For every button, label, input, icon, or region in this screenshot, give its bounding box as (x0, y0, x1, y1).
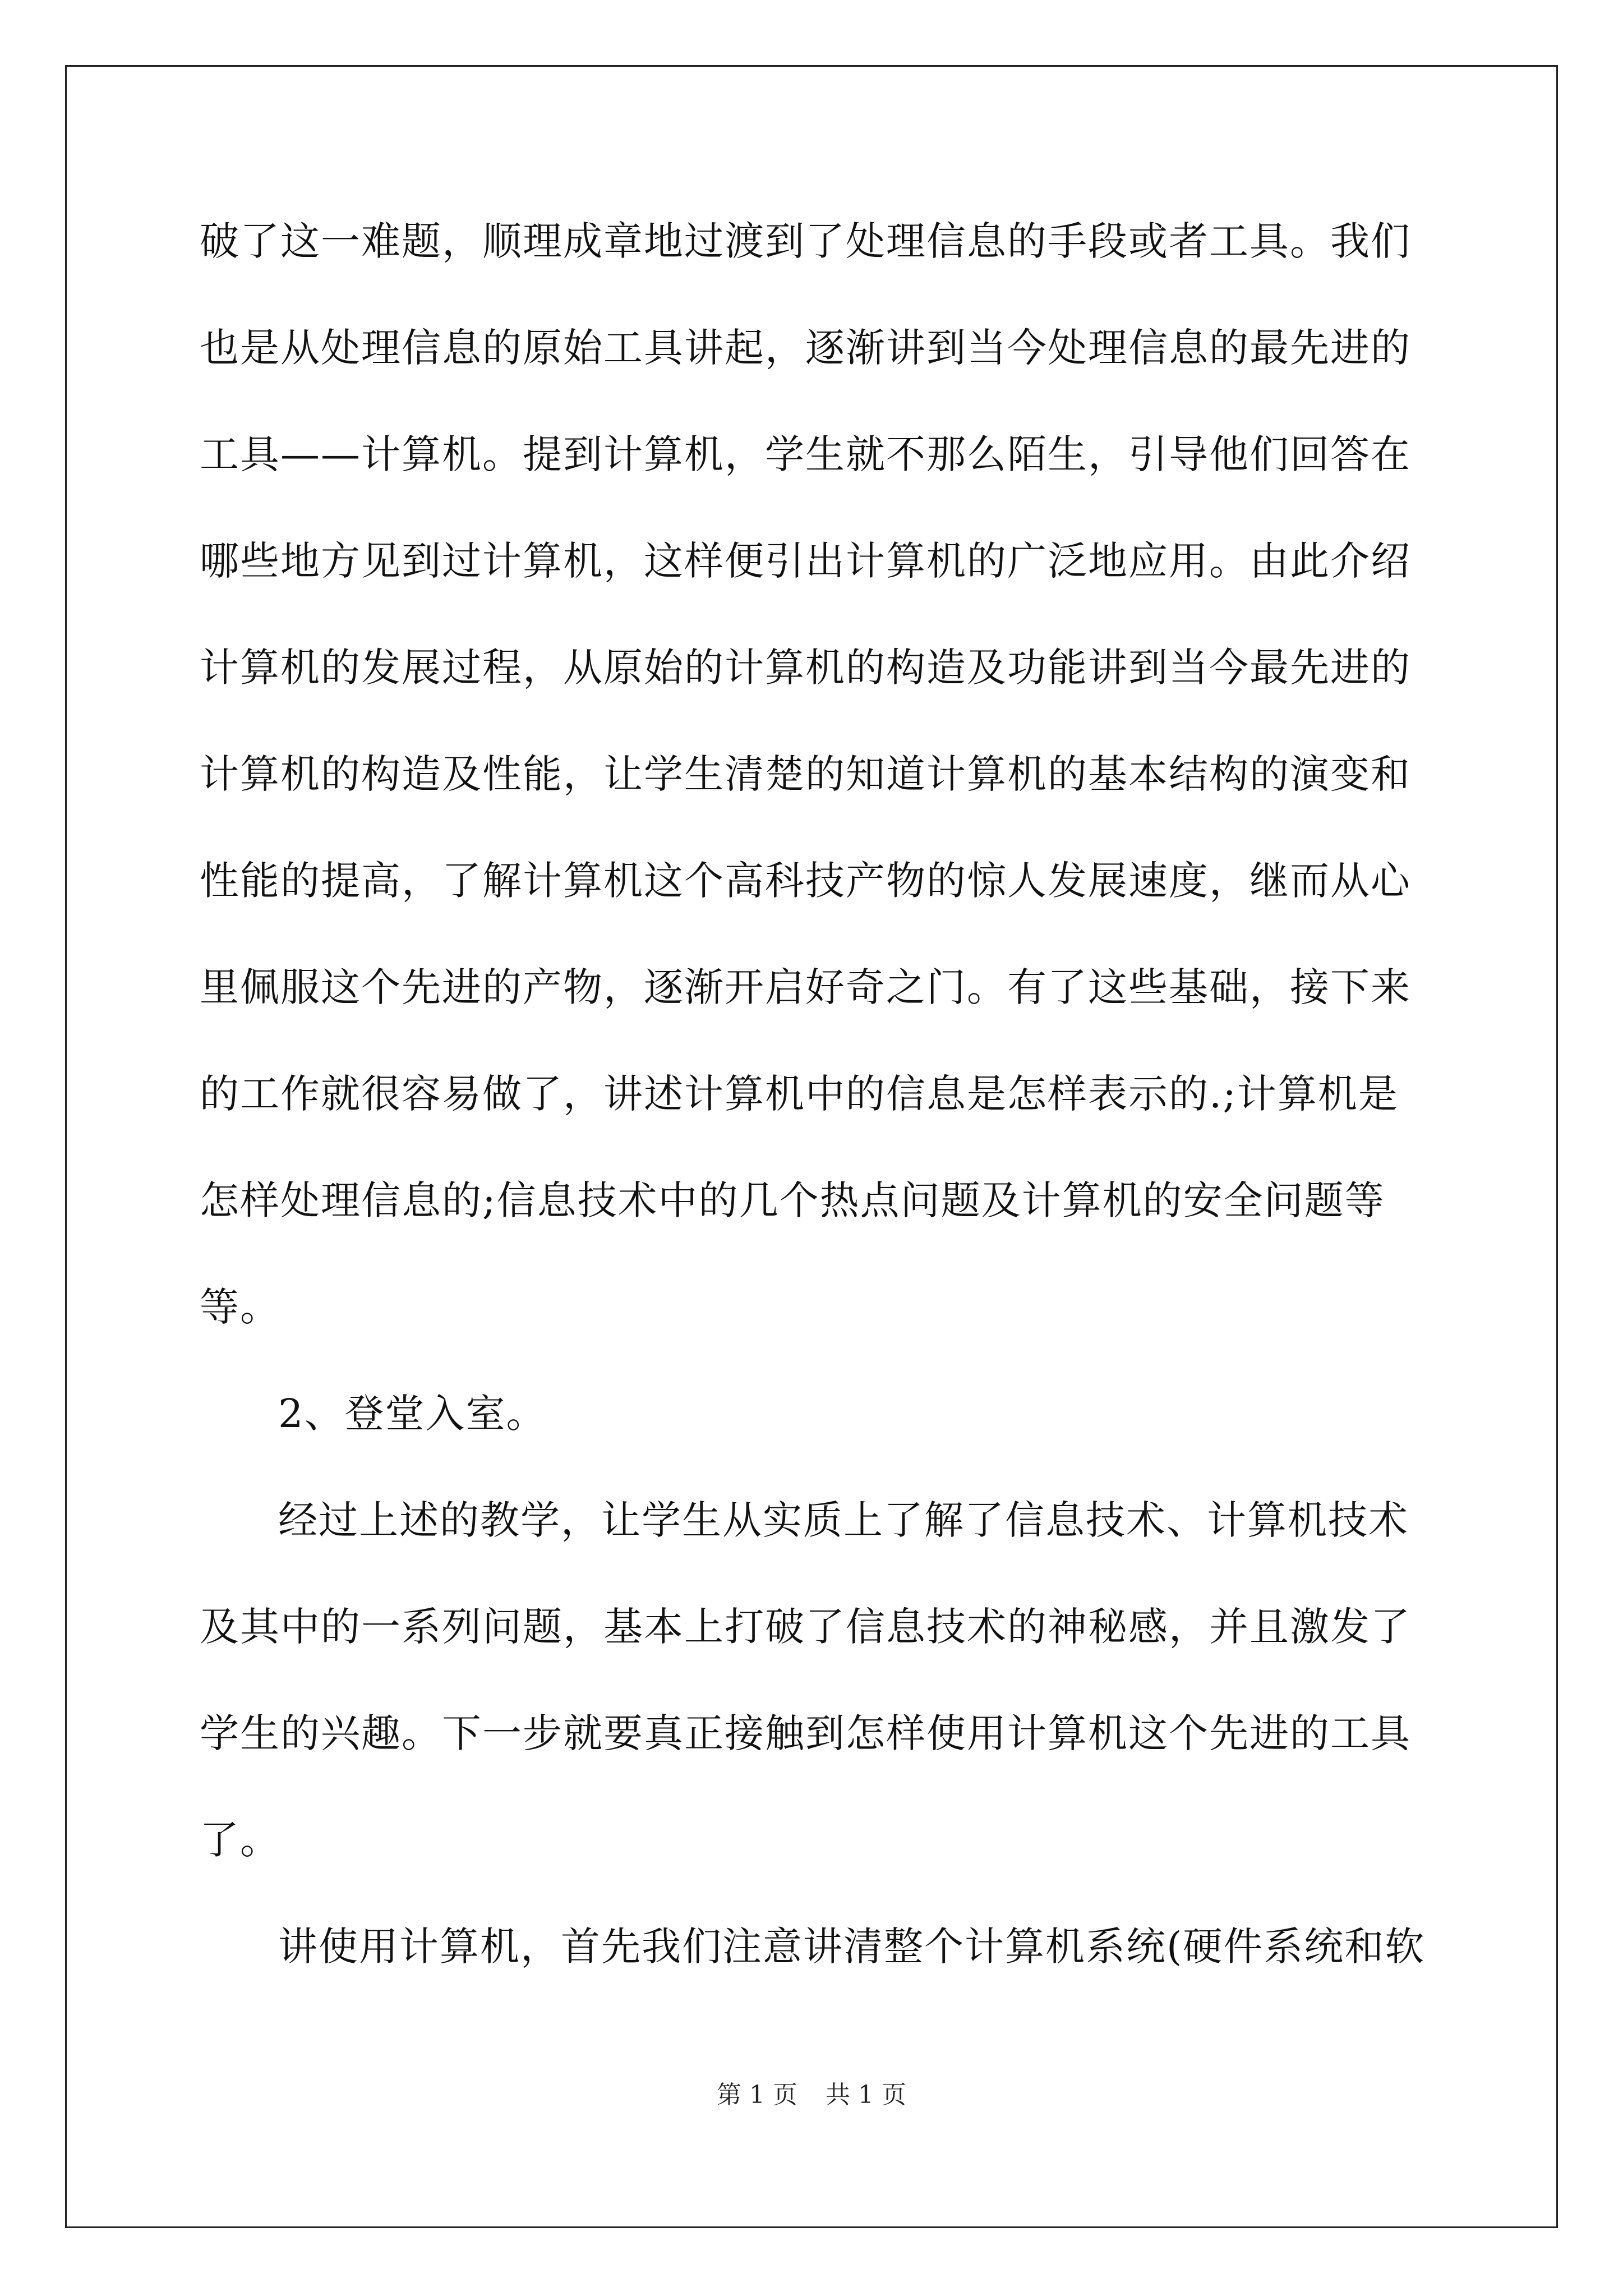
section-heading: 2、登堂入室。 (278, 1391, 547, 1437)
text-line: 学生的兴趣。下一步就要真正接触到怎样使用计算机这个先进的工具 (200, 1710, 1411, 1756)
text-line: 计算机的构造及性能，让学生清楚的知道计算机的基本结构的演变和 (200, 751, 1411, 797)
text-line: 讲使用计算机，首先我们注意讲清整个计算机系统(硬件系统和软 (278, 1924, 1426, 1970)
text-line: 计算机的发展过程，从原始的计算机的构造及功能讲到当今最先进的 (200, 645, 1411, 691)
page-number: 第 1 页 (717, 2081, 797, 2109)
text-line: 了。 (200, 1817, 280, 1863)
page-total: 共 1 页 (826, 2081, 906, 2109)
text-line: 性能的提高，了解计算机这个高科技产物的惊人发展速度，继而从心 (200, 858, 1411, 904)
page-footer (0, 2078, 1623, 2112)
text-line: 怎样处理信息的;信息技术中的几个热点问题及计算机的安全问题等 (200, 1177, 1385, 1223)
text-line: 里佩服这个先进的产物，逐渐开启好奇之门。有了这些基础，接下来 (200, 964, 1411, 1010)
text-line: 经过上述的教学，让学生从实质上了解了信息技术、计算机技术 (278, 1497, 1409, 1543)
text-line: 哪些地方见到过计算机，这样便引出计算机的广泛地应用。由此介绍 (200, 538, 1411, 584)
text-line: 及其中的一系列问题，基本上打破了信息技术的神秘感，并且激发了 (200, 1604, 1411, 1650)
text-line: 也是从处理信息的原始工具讲起，逐渐讲到当今处理信息的最先进的 (200, 325, 1411, 371)
text-line: 等。 (200, 1284, 280, 1330)
text-line: 工具——计算机。提到计算机，学生就不那么陌生，引导他们回答在 (200, 431, 1411, 477)
text-line: 的工作就很容易做了，讲述计算机中的信息是怎样表示的.;计算机是 (200, 1071, 1399, 1117)
page-border (65, 65, 1558, 2228)
text-line: 破了这一难题，顺理成章地过渡到了处理信息的手段或者工具。我们 (200, 218, 1411, 264)
